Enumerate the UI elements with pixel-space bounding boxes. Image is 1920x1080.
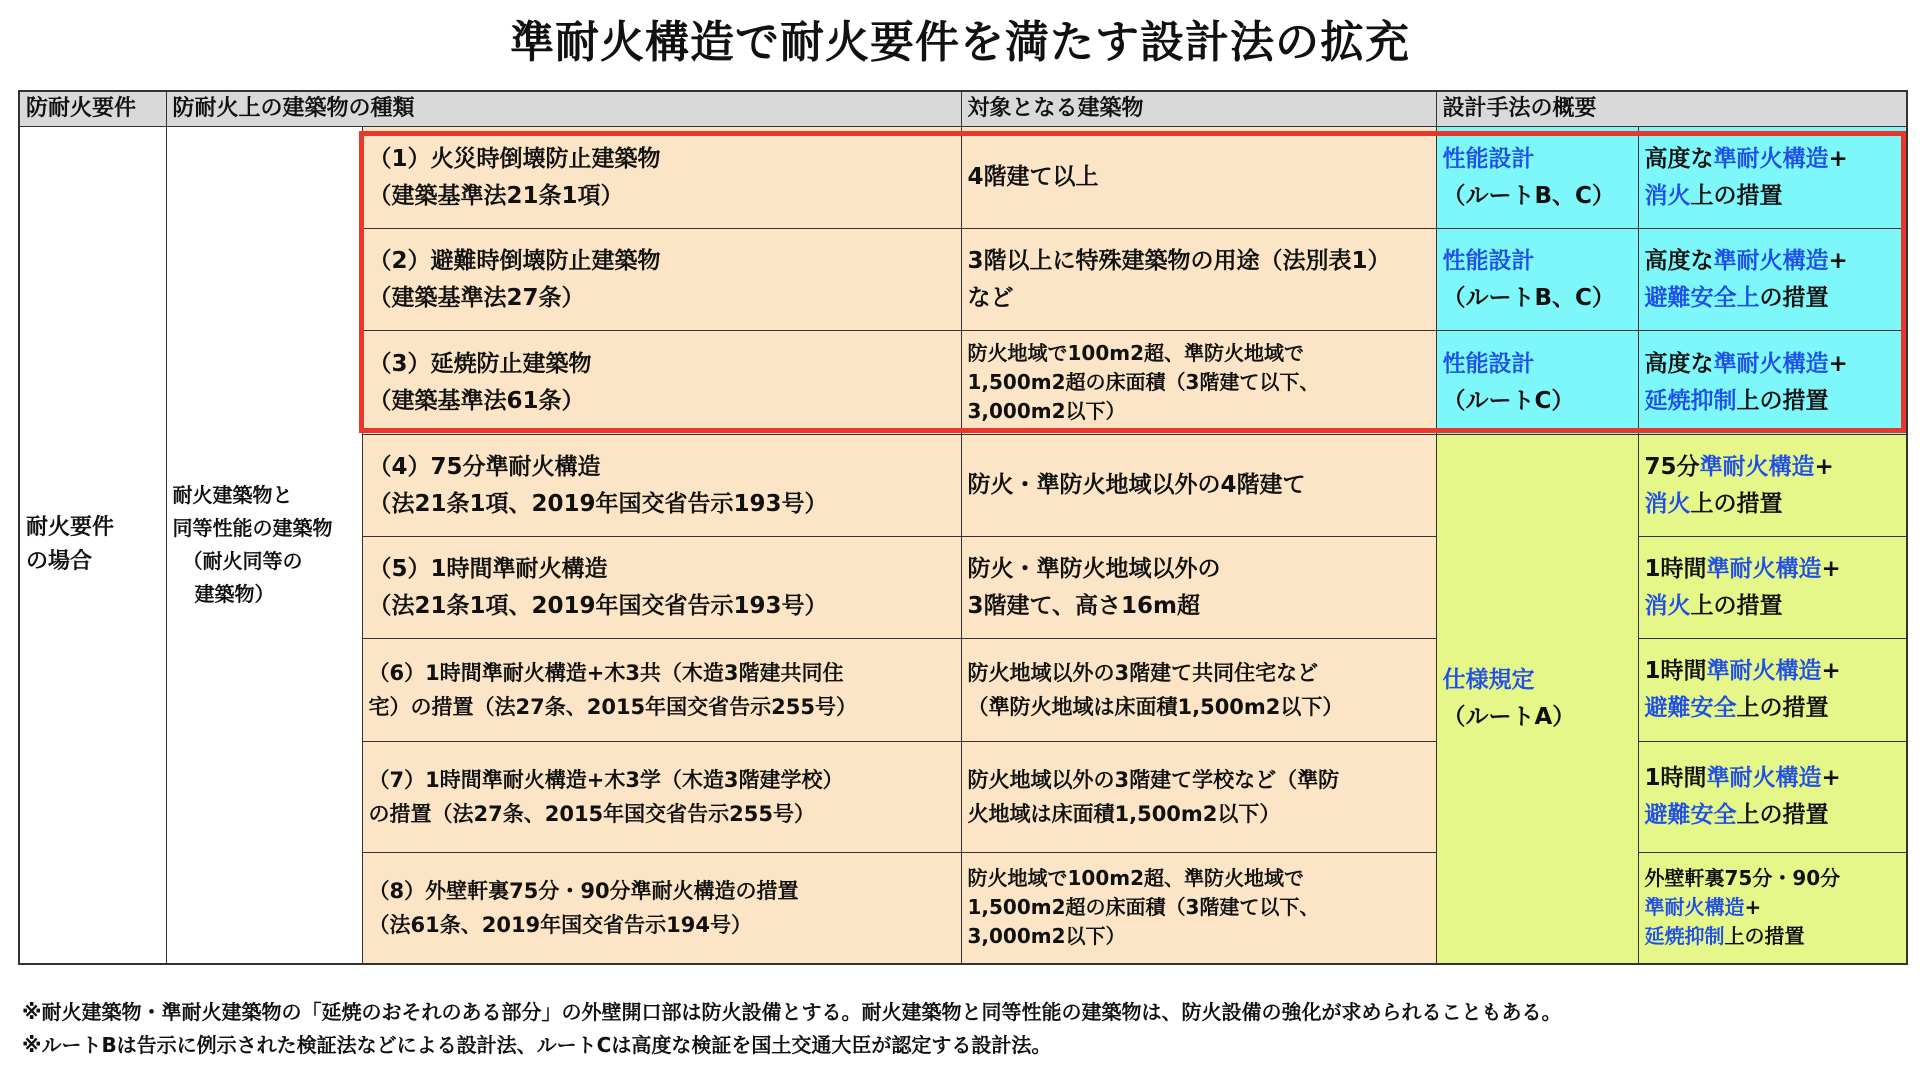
type-line: （4）75分準耐火構造 [368, 453, 601, 480]
keyword-text: 延焼抑制 [1644, 387, 1737, 414]
target-building-cell [961, 331, 1436, 435]
measure-summary-cell [1638, 537, 1907, 639]
type-line: （法61条、2019年国交省告示194号） [368, 912, 753, 937]
summary-text: 高度な [1644, 247, 1714, 274]
summary-text: 高度な [1644, 350, 1714, 377]
target-building-cell [961, 435, 1436, 537]
target-building-cell [961, 639, 1436, 742]
type-line: （建築基準法61条） [368, 387, 585, 414]
method-cell [1436, 127, 1638, 229]
building-type-cell [362, 537, 961, 639]
keyword-text: 準耐火構造 [1713, 350, 1829, 377]
target-line: など [967, 284, 1014, 311]
summary-line [1645, 797, 1901, 834]
summary-text: 上の措置 [1690, 490, 1783, 517]
keyword-text: 準耐火構造 [1713, 247, 1829, 274]
type-line: （5）1時間準耐火構造 [368, 555, 608, 582]
target-building-cell [961, 127, 1436, 229]
summary-text: 上の措置 [1724, 924, 1805, 949]
measure-summary-cell [1638, 229, 1907, 331]
summary-line [1645, 280, 1901, 317]
header-cell: 防耐火要件 [19, 91, 166, 127]
target-line: 防火地域以外の3階建て共同住宅など [967, 661, 1319, 685]
footnote: ※耐火建築物・準耐火建築物の「延焼のおそれのある部分」の外壁開口部は防火設備とする。耐火建築物と同等性能の建築物は、防火設備の強化が求められることもある。 [22, 1000, 1562, 1024]
summary-line [1645, 864, 1901, 893]
summary-line [1645, 653, 1901, 690]
summary-text: + [1821, 658, 1841, 684]
method-route: （ルートB、C） [1442, 284, 1615, 311]
building-type-cell [362, 127, 961, 229]
kind-line: 耐火建築物と [172, 482, 293, 507]
summary-text: + [1828, 247, 1848, 274]
keyword-text: 消火 [1644, 490, 1691, 517]
method-cell [1436, 331, 1638, 435]
target-line: （準防火地域は床面積1,500m2以下） [967, 695, 1344, 719]
summary-line [1645, 760, 1901, 797]
target-line: 防火地域以外の3階建て学校など（準防 [967, 768, 1340, 792]
keyword-text: 避難安全上 [1644, 284, 1760, 311]
summary-line [1645, 449, 1901, 486]
keyword-text: 消火 [1644, 592, 1691, 619]
summary-line [1645, 922, 1901, 951]
method-label: 性能設計 [1442, 350, 1535, 377]
keyword-text: 延焼抑制 [1644, 924, 1725, 949]
summary-text: 上の措置 [1690, 182, 1783, 209]
summary-text: + [1828, 350, 1848, 377]
type-line: 宅）の措置（法27条、2015年国交省告示255号） [368, 695, 858, 719]
measure-summary-cell [1638, 639, 1907, 742]
summary-line [1645, 551, 1901, 588]
type-line: （7）1時間準耐火構造+木3学（木造3階建学校） [368, 768, 844, 792]
table-header-row [19, 91, 1907, 127]
summary-text: 1時間 [1644, 765, 1707, 791]
summary-text: 上の措置 [1690, 592, 1783, 619]
summary-text: の措置 [1759, 284, 1829, 311]
target-line: 3階以上に特殊建築物の用途（法別表1） [967, 247, 1391, 274]
header-cell: 防耐火上の建築物の種類 [166, 91, 961, 127]
summary-text: 1時間 [1644, 555, 1707, 582]
type-line: （建築基準法21条1項） [368, 182, 624, 209]
building-type-cell [362, 853, 961, 964]
requirement-line: の場合 [26, 548, 93, 574]
building-type-cell [362, 331, 961, 435]
summary-text: 高度な [1644, 145, 1714, 172]
keyword-text: 準耐火構造 [1706, 658, 1822, 684]
method-route: （ルートB、C） [1442, 182, 1615, 209]
building-kind-cell [166, 127, 362, 964]
summary-line [1645, 141, 1901, 178]
method-route: （ルートA） [1442, 703, 1576, 730]
footnote: ※ルートBは告示に例示された検証法などによる設計法、ルートCは高度な検証を国土交通大臣が認定する設計法。 [22, 1033, 1052, 1057]
building-type-cell [362, 639, 961, 742]
measure-summary-cell [1638, 331, 1907, 435]
target-building-cell [961, 229, 1436, 331]
summary-text: + [1744, 895, 1762, 920]
method-label: 性能設計 [1442, 145, 1535, 172]
type-line: （8）外壁軒裏75分・90分準耐火構造の措置 [368, 878, 799, 903]
kind-line: 同等性能の建築物 [172, 515, 333, 540]
summary-text: + [1821, 555, 1841, 582]
measure-summary-cell [1638, 853, 1907, 964]
target-line: 4階建て以上 [967, 164, 1099, 190]
summary-text: 1時間 [1644, 658, 1707, 684]
summary-line [1645, 486, 1901, 523]
target-line: 防火地域で100m2超、準防火地域で [967, 341, 1305, 365]
measure-summary-cell [1638, 742, 1907, 853]
summary-text: + [1828, 145, 1848, 172]
building-type-cell [362, 742, 961, 853]
target-line: 防火・準防火地域以外の4階建て [967, 472, 1306, 498]
keyword-text: 準耐火構造 [1713, 145, 1829, 172]
requirement-cell [19, 127, 166, 964]
header-cell: 対象となる建築物 [961, 91, 1436, 127]
measure-summary-cell [1638, 127, 1907, 229]
summary-line [1645, 588, 1901, 625]
keyword-text: 消火 [1644, 182, 1691, 209]
keyword-text: 準耐火構造 [1706, 555, 1822, 582]
type-line: （3）延焼防止建築物 [368, 350, 592, 377]
target-line: 防火地域で100m2超、準防火地域で [967, 866, 1305, 891]
target-line: 3階建て、高さ16m超 [967, 592, 1201, 619]
keyword-text: 準耐火構造 [1699, 453, 1815, 480]
target-line: 3,000m2以下） [967, 399, 1126, 423]
type-line: （1）火災時倒壊防止建築物 [368, 145, 661, 172]
summary-line [1645, 893, 1901, 922]
type-line: （2）避難時倒壊防止建築物 [368, 247, 661, 274]
design-method-table [18, 90, 1908, 965]
summary-line [1645, 243, 1901, 280]
method-cell [1436, 435, 1638, 964]
target-line: 火地域は床面積1,500m2以下） [967, 802, 1281, 826]
method-route: （ルートC） [1442, 387, 1575, 414]
summary-text: 外壁軒裏75分・90分 [1644, 866, 1841, 891]
summary-text: 75分 [1644, 453, 1700, 480]
summary-text: 上の措置 [1736, 802, 1829, 828]
target-line: 1,500m2超の床面積（3階建て以下、 [967, 370, 1320, 394]
type-line: （法21条1項、2019年国交省告示193号） [368, 592, 828, 619]
summary-text: 上の措置 [1736, 695, 1829, 721]
target-line: 1,500m2超の床面積（3階建て以下、 [967, 895, 1320, 920]
building-type-cell [362, 435, 961, 537]
header-cell: 設計手法の概要 [1436, 91, 1907, 127]
type-line: （法21条1項、2019年国交省告示193号） [368, 490, 828, 517]
keyword-text: 避難安全 [1644, 802, 1737, 828]
summary-line [1645, 346, 1901, 383]
keyword-text: 準耐火構造 [1706, 765, 1822, 791]
target-line: 3,000m2以下） [967, 924, 1126, 949]
target-building-cell [961, 853, 1436, 964]
summary-line [1645, 383, 1901, 420]
target-building-cell [961, 537, 1436, 639]
building-type-cell [362, 229, 961, 331]
type-line: （建築基準法27条） [368, 284, 585, 311]
kind-line: 建築物） [194, 581, 275, 606]
target-line: 防火・準防火地域以外の [967, 555, 1221, 582]
kind-line: （耐火同等の [182, 548, 303, 573]
keyword-text: 避難安全 [1644, 695, 1737, 721]
summary-line [1645, 178, 1901, 215]
summary-text: + [1821, 765, 1841, 791]
target-building-cell [961, 742, 1436, 853]
requirement-line: 耐火要件 [26, 514, 115, 540]
summary-text: 上の措置 [1736, 387, 1829, 414]
type-line: （6）1時間準耐火構造+木3共（木造3階建共同住 [368, 661, 844, 685]
footnotes [22, 996, 1902, 1062]
method-cell [1436, 229, 1638, 331]
measure-summary-cell [1638, 435, 1907, 537]
page-title: 準耐火構造で耐火要件を満たす設計法の拡充 [510, 17, 1410, 68]
keyword-text: 準耐火構造 [1644, 895, 1745, 920]
type-line: の措置（法27条、2015年国交省告示255号） [368, 802, 816, 826]
summary-text: + [1814, 453, 1834, 480]
method-label: 性能設計 [1442, 247, 1535, 274]
method-label: 仕様規定 [1442, 666, 1535, 693]
table-row [19, 127, 1907, 229]
summary-line [1645, 690, 1901, 727]
